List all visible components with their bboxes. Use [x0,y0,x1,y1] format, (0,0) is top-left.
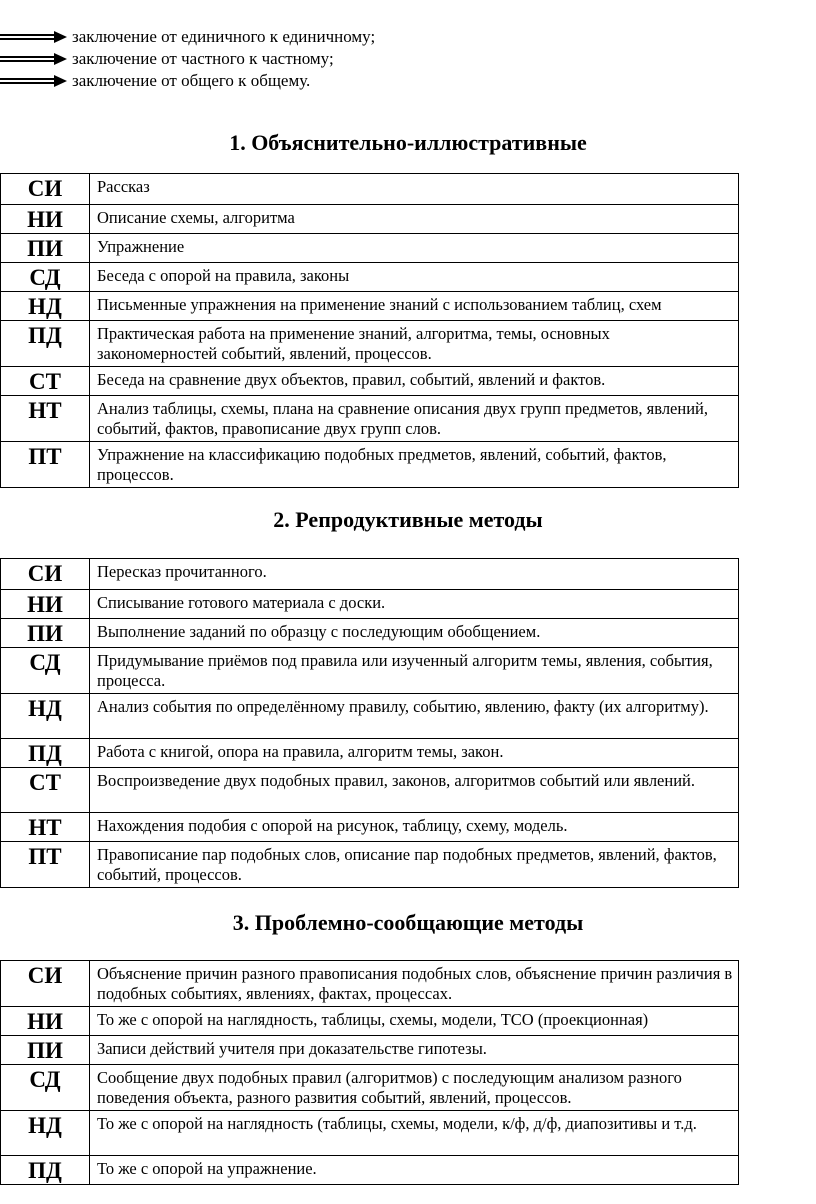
method-code: ПД [1,739,90,768]
method-code: ПД [1,321,90,367]
table-row [1,813,739,842]
table-row [1,234,739,263]
method-code: СД [1,263,90,292]
conclusion-item [0,70,375,92]
method-description: Письменные упражнения на применение знаний с использованием таблиц, схем [90,292,739,321]
method-code: НД [1,1111,90,1156]
method-description: Нахождения подобия с опорой на рисунок, таблицу, схему, модель. [90,813,739,842]
method-code: СИ [1,961,90,1007]
double-arrow-right-icon [0,30,70,44]
methods-table [0,173,739,488]
method-code: СИ [1,174,90,205]
method-description: Правописание пар подобных слов, описание пар подобных предметов, явлений, фактов, событий, процессов. [90,842,739,888]
method-description: Записи действий учителя при доказательстве гипотезы. [90,1036,739,1065]
method-description: Беседа на сравнение двух объектов, правил, событий, явлений и фактов. [90,367,739,396]
method-description: Упражнение на классификацию подобных предметов, явлений, событий, фактов, процессов. [90,442,739,488]
table-row [1,1156,739,1185]
table-row [1,648,739,694]
section-title: 1. Объяснительно-иллюстративные [229,130,587,155]
method-code: ПИ [1,1036,90,1065]
methods-table [0,558,739,888]
table-row [1,961,739,1007]
method-code: НИ [1,205,90,234]
table-row [1,442,739,488]
method-description: Выполнение заданий по образцу с последующим обобщением. [90,619,739,648]
method-code: ПД [1,1156,90,1185]
table-row [1,619,739,648]
conclusion-list [0,26,375,92]
method-code: ПТ [1,842,90,888]
table-row [1,1036,739,1065]
table-row [1,263,739,292]
table-row [1,590,739,619]
method-code: СТ [1,367,90,396]
method-code: НД [1,292,90,321]
table-row [1,559,739,590]
section-title: 2. Репродуктивные методы [273,507,543,532]
table-row [1,842,739,888]
method-code: НТ [1,396,90,442]
method-code: ПИ [1,619,90,648]
table-row [1,1007,739,1036]
table-row [1,1111,739,1156]
method-code: НИ [1,590,90,619]
method-description: Рассказ [90,174,739,205]
method-description: Придумывание приёмов под правила или изученный алгоритм темы, явления, события, процесса. [90,648,739,694]
method-code: НТ [1,813,90,842]
conclusion-text: заключение от частного к частному; [72,49,334,68]
table-row [1,694,739,739]
method-description: Описание схемы, алгоритма [90,205,739,234]
conclusion-item [0,26,375,48]
method-description: Беседа с опорой на правила, законы [90,263,739,292]
method-description: То же с опорой на упражнение. [90,1156,739,1185]
conclusion-item [0,48,375,70]
table-row [1,768,739,813]
method-description: Работа с книгой, опора на правила, алгоритм темы, закон. [90,739,739,768]
method-code: СД [1,648,90,694]
section-title: 3. Проблемно-сообщающие методы [232,910,584,935]
method-code: СТ [1,768,90,813]
table-row [1,174,739,205]
conclusion-text: заключение от общего к общему. [72,71,311,90]
table-row [1,739,739,768]
methods-table [0,960,739,1185]
double-arrow-right-icon [0,52,70,66]
method-description: Объяснение причин разного правописания подобных слов, объяснение причин различия в подобных событиях, явлениях, фактах, процессах. [90,961,739,1007]
method-description: Воспроизведение двух подобных правил, законов, алгоритмов событий или явлений. [90,768,739,813]
table-row [1,396,739,442]
method-description: Практическая работа на применение знаний, алгоритма, темы, основных закономерностей событий, явлений, процессов. [90,321,739,367]
conclusion-text: заключение от единичного к единичному; [72,27,376,46]
method-description: То же с опорой на наглядность, таблицы, схемы, модели, ТСО (проекционная) [90,1007,739,1036]
table-row [1,367,739,396]
method-code: НД [1,694,90,739]
method-description: То же с опорой на наглядность (таблицы, схемы, модели, к/ф, д/ф, диапозитивы и т.д. [90,1111,739,1156]
table-row [1,321,739,367]
table-row [1,205,739,234]
method-code: СИ [1,559,90,590]
method-description: Анализ события по определённому правилу, событию, явлению, факту (их алгоритму). [90,694,739,739]
method-code: НИ [1,1007,90,1036]
method-description: Пересказ прочитанного. [90,559,739,590]
table-row [1,1065,739,1111]
method-description: Анализ таблицы, схемы, плана на сравнение описания двух групп предметов, явлений, событий, фактов, правописание двух групп слов. [90,396,739,442]
method-description: Списывание готового материала с доски. [90,590,739,619]
double-arrow-right-icon [0,74,70,88]
method-description: Сообщение двух подобных правил (алгоритмов) с последующим анализом разного поведения объекта, разного развития событий, явлений, процессов. [90,1065,739,1111]
method-code: ПИ [1,234,90,263]
method-code: ПТ [1,442,90,488]
table-row [1,292,739,321]
method-code: СД [1,1065,90,1111]
method-description: Упражнение [90,234,739,263]
